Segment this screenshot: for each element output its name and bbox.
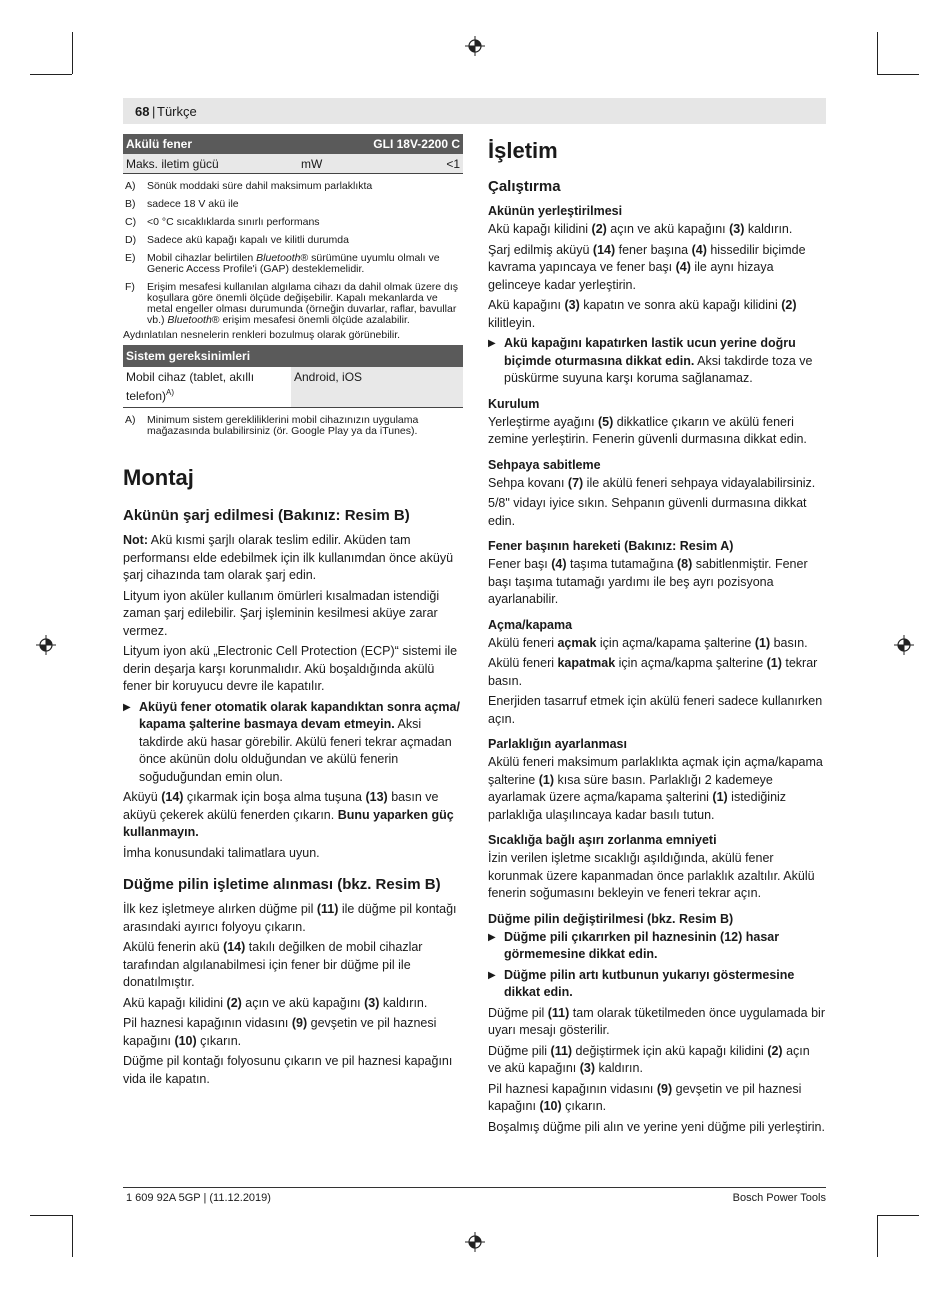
paragraph-switch-off: Akülü feneri kapatmak için açma/kapma şalterine (1) tekrar basın. [488, 656, 818, 688]
system-label: Mobil cihaz (tablet, akıllı telefon)$^{A)}$ [123, 367, 291, 407]
paragraph-coin-5: Düğme pil kontağı folyosunu çıkarın ve pil haznesi kapağını vida ile kapatın. [123, 1054, 453, 1086]
warning-bullet: ▶ Düğme pili çıkarırken pil haznesinin (12) hasar görmemesine dikkat edin. [488, 929, 826, 964]
spec-table-model: GLI 18V-2200 C [373, 137, 460, 151]
paragraph-note: Not: Akü kısmi şarjlı olarak teslim edilir. Aküden tam performansı elde edebilmek için ilk kullanımdan önce aküyü şarj cihazında tam olarak şarj edin. [123, 533, 454, 582]
heading-tripod: Sehpaya sabitleme [488, 457, 601, 472]
footer-brand: Bosch Power Tools [732, 1192, 826, 1204]
heading-on-off: Açma/kapama [488, 617, 573, 632]
heading-insert-battery: Akünün yerleştirilmesi [488, 204, 623, 218]
right-column [488, 134, 826, 1136]
system-requirements-header: Sistem gereksinimleri [123, 345, 463, 367]
spec-value: <1 [446, 156, 460, 171]
crop-mark [30, 1215, 72, 1216]
heading-coin-change: Düğme pilin değiştirilmesi (bkz. Resim B) [488, 911, 734, 926]
footnote: D) Sadece akü kapağı kapalı ve kilitli durumda [125, 234, 349, 246]
triangle-right-icon: ▶ [488, 338, 496, 349]
spec-table-title: Akülü fener [126, 137, 193, 151]
paragraph-coin-change-2: Düğme pili (11) değiştirmek için akü kapağı kilidini (2) açın ve akü kapağını (3) kaldırın. [488, 1043, 810, 1075]
registration-mark-icon [465, 1232, 485, 1252]
registration-mark-icon [36, 635, 56, 655]
footer-divider [123, 1187, 826, 1188]
paragraph-insert-3: Akü kapağını (3) kapatın ve sonra akü kapağı kilidini (2) kilitleyin. [488, 298, 797, 330]
left-column [123, 134, 463, 1088]
paragraph-save-energy: Enerjiden tasarruf etmek için akülü feneri sadece kullanırken açın. [488, 694, 823, 726]
paragraph-coin-change-1: Düğme pil (11) tam olarak tüketilmeden önce uygulamada bir uyarı mesajı gösterilir. [488, 1005, 825, 1037]
warning-bullet: ▶ Aküyü fener otomatik olarak kapandıktan sonra açma/ kapama şalterine basmaya devam etmeyin. Aksi takdirde akü hasar görebilir. Akülü feneri tekrar açmadan önce akünün dolu olduğundan ve akülü fenerin soğuduğundan emin olun. [123, 699, 463, 787]
spec-unit: mW [301, 156, 323, 171]
crop-mark [877, 74, 919, 75]
heading-charge: Akünün şarj edilmesi (Bakınız: Resim B) [123, 507, 410, 524]
paragraph-coin-1: İlk kez işletmeye alırken düğme pil (11) ile düğme pil kontağı arasındaki ayırıcı folyoyu çıkarın. [123, 902, 457, 934]
spec-table-header [123, 134, 463, 154]
triangle-right-icon: ▶ [123, 701, 131, 713]
paragraph-insert-1: Akü kapağı kilidini (2) açın ve akü kapağını (3) kaldırın. [488, 222, 793, 236]
paragraph-coin-3: Akü kapağı kilidini (2) açın ve akü kapağını (3) kaldırın. [123, 995, 428, 1010]
crop-mark [72, 1215, 73, 1257]
spec-table-row [123, 154, 463, 174]
crop-mark [877, 1215, 919, 1216]
page-language: Türkçe [157, 104, 197, 119]
system-value: Android, iOS [291, 367, 463, 407]
footnote: A) Sönük moddaki süre dahil maksimum parlaklıkta [125, 180, 373, 192]
paragraph-lamp-head: Fener başı (4) taşıma tutamağına (8) sabitlenmiştir. Fener başı taşıma tutamağı yardımı ile beş ayrı pozisyona ayarlanabilir. [488, 557, 808, 606]
paragraph-insert-2: Şarj edilmiş aküyü (14) fener başına (4) hissedilir biçimde kavrama yapıncaya ve fener başı (4) ile aynı hizaya gelinceye kadar yerleştirin. [488, 242, 806, 292]
page-number: 68 [135, 104, 150, 119]
warning-bullet: ▶ Akü kapağını kapatırken lastik ucun yerine doğru biçimde oturmasına dikkat edin. Aksi takdirde toza ve püskürme suyuna karşı koruma sağlanamaz. [488, 335, 826, 388]
heading-brightness: Parlaklığın ayarlanması [488, 737, 627, 751]
paragraph-tripod-2: 5/8" vidayı iyice sıkın. Sehpanın güvenli durmasına dikkat edin. [488, 496, 807, 528]
paragraph-disposal: İmha konusundaki talimatlara uyun. [123, 845, 320, 860]
paragraph-setup: Yerleştirme ayağını (5) dikkatlice çıkarın ve akülü feneri zemine yerleştirin. Fenerin güvenli durmasına dikkat edin. [488, 414, 807, 446]
crop-mark [877, 32, 878, 74]
paragraph-remove-battery: Aküyü (14) çıkarmak için boşa alma tuşuna (13) basın ve aküyü çekerek akülü fenerden çıkarın. Bunu yaparken güç kullanmayın. [123, 790, 454, 839]
spec-label: Maks. iletim gücü [126, 156, 219, 171]
paragraph-temperature: İzin verilen işletme sıcaklığı aşıldığında, akülü fener korunmak üzere kapanmadan önce parlaklık azaltılır. Akülü fenerin soğumasını bekleyin ve feneri tekrar açın. [488, 851, 815, 900]
triangle-right-icon: ▶ [488, 931, 496, 943]
footnote: A) Minimum sistem gerekliliklerini mobil cihazınızın uygulama mağazasında bulabilirsiniz (ör. Google Play ya da iTunes). [125, 414, 419, 437]
footnote: F) Erişim mesafesi kullanılan algılama cihazı da dahil olmak üzere dış koşullara göre önemli ölçüde değişebilir. Kapalı mekanlarda ve metal engeller olması durumunda (örneğin duvarlar, raflar, bavullar vb.) Bluetooth® erişim mesafesi önemli ölçüde azalabilir. [125, 281, 459, 326]
heading-lamp-head: Fener başının hareketi (Bakınız: Resim A) [488, 539, 734, 553]
footnote-note: Aydınlatılan nesnelerin renkleri bozulmuş olarak görünebilir. [123, 329, 401, 341]
heading-setup: Kurulum [488, 396, 540, 411]
paragraph-tripod-1: Sehpa kovanı (7) ile akülü feneri sehpaya vidayalabilirsiniz. [488, 475, 816, 490]
paragraph-ecp: Lityum iyon akü „Electronic Cell Protection (ECP)“ sistemi ile derin deşarja karşı korunmalıdır. Akü boşaldığında akülü fener bir koruyucu devre ile kapatılır. [123, 644, 458, 693]
crop-mark [877, 1215, 878, 1257]
heading-temperature: Sıcaklığa bağlı aşırı zorlanma emniyeti [488, 833, 717, 847]
footnote: C) <0 °C sıcaklıklarda sınırlı performans [125, 216, 320, 228]
registration-mark-icon [465, 36, 485, 56]
footer-doc-id: 1 609 92A 5GP | (11.12.2019) [126, 1192, 271, 1204]
heading-start: Çalıştırma [488, 178, 561, 195]
page-header-bar [123, 98, 826, 124]
registration-mark-icon [894, 635, 914, 655]
system-requirements-row [123, 367, 463, 408]
paragraph-switch-on: Akülü feneri açmak için açma/kapama şalterine (1) basın. [488, 635, 808, 650]
section-title-operation: İşletim [488, 138, 558, 163]
crop-mark [72, 32, 73, 74]
crop-mark [30, 74, 72, 75]
footnote: B) sadece 18 V akü ile [125, 198, 239, 210]
paragraph-coin-change-3: Pil haznesi kapağının vidasını (9) gevşetin ve pil haznesi kapağını (10) çıkarın. [488, 1081, 802, 1113]
paragraph-coin-4: Pil haznesi kapağının vidasını (9) gevşetin ve pil haznesi kapağını (10) çıkarın. [123, 1016, 437, 1048]
paragraph-brightness: Akülü feneri maksimum parlaklıkta açmak için açma/kapama şalterine (1) kısa süre basın. Parlaklığı 2 kademeye ayarlamak üzere açma/kapama şalterini (1) istediğiniz parlaklığa ulaşılıncaya kadar basılı tutun. [488, 755, 823, 822]
paragraph-coin-2: Akülü fenerin akü (14) takılı değilken de mobil cihazlar tarafından algılanabilmesi için fener bir düğme pil ile donatılmıştır. [123, 940, 423, 989]
footnote: E) Mobil cihazlar belirtilen Bluetooth® sürümüne uyumlu olmalı ve Generic Access Profile'i (GAP) desteklemelidir. [125, 252, 440, 275]
warning-bullet: ▶ Düğme pilin artı kutbunun yukarıyı göstermesine dikkat edin. [488, 967, 826, 1002]
paragraph-coin-change-4: Boşalmış düğme pili alın ve yerine yeni düğme pili yerleştirin. [488, 1119, 825, 1134]
header-separator: | [152, 104, 156, 119]
heading-coin-cell: Düğme pilin işletime alınması (bkz. Resim B) [123, 876, 441, 893]
paragraph-lithium: Lityum iyon aküler kullanım ömürleri kısalmadan istendiği zaman şarj edilebilir. Şarj işleminin kesilmesi aküye zarar vermez. [123, 588, 440, 638]
section-title-montaj: Montaj [123, 465, 194, 490]
triangle-right-icon: ▶ [488, 969, 496, 981]
